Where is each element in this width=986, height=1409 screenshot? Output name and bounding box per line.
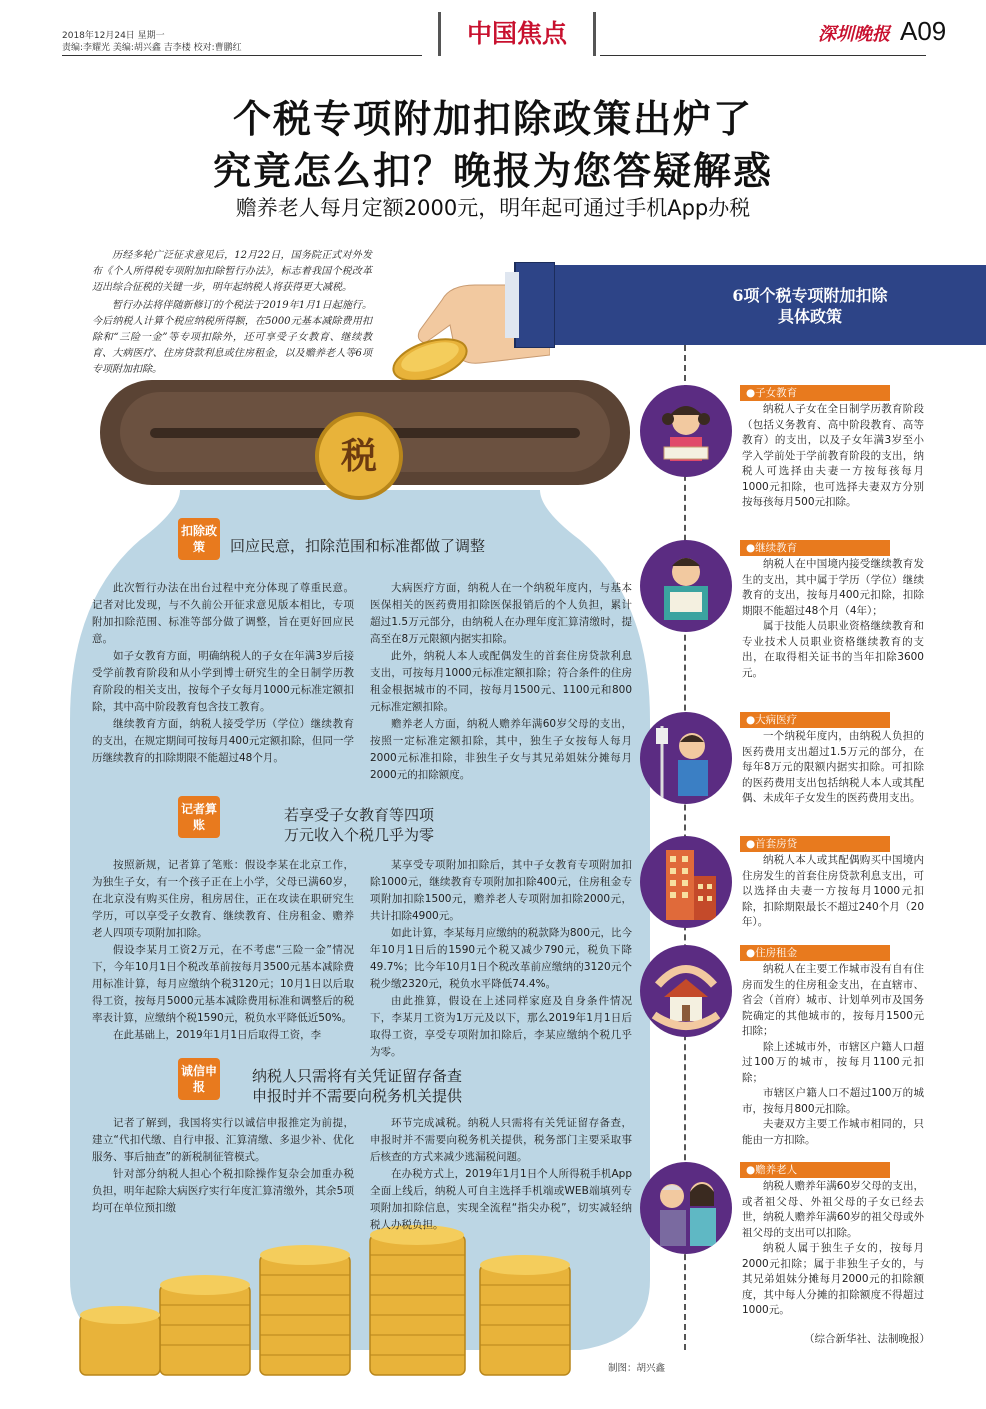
paragraph: 纳税人在中国境内接受继续教育发生的支出，其中属于学历（学位）继续教育的支出，按每月400元扣除，扣除期限不能超过48个月（4年）；: [742, 558, 924, 617]
paragraph: 某享受专项附加扣除后，其中子女教育专项附加扣除1000元，继续教育专项附加扣除400元，住房租金专项附加扣除1500元，赡养老人专项附加扣除2000元，共计扣除4900元。: [370, 859, 632, 922]
paragraph: 记者了解到，我国将实行以诚信申报推定为前提，建立“代扣代缴、自行申报、汇算清缴、多退少补、优化服务、事后抽查”的新税制征管模式。: [92, 1117, 354, 1163]
page-number: A09: [900, 16, 947, 46]
paragraph: 纳税人在主要工作城市没有自有住房而发生的住房租金支出，在直辖市、省会（首府）城市、计划单列市及国务院确定的其他城市的，按每月1500元扣除；: [742, 963, 924, 1037]
paragraph: 纳税人本人或其配偶购买中国境内住房发生的首套住房贷款利息支出，可以选择由夫妻一方按每月1000元扣除，扣除期限最长不超过240个月（20年）。: [742, 854, 924, 928]
policy-label-first-home-mortgage: ●首套房贷: [740, 836, 890, 852]
newspaper-brand: 深圳晚报: [818, 24, 890, 45]
policy-text-serious-illness: [742, 729, 924, 807]
policy-text-continuing-education: [742, 557, 924, 681]
intro-paragraph: 暂行办法将伴随新修订的个税法于2019年1月1日起施行。今后纳税人计算个税应纳税所得额，在5000元基本减除费用扣除和“三险一金”等专项扣除外，还可享受子女教育、继续教育、大病医疗、住房贷款利息或住房租金，以及赡养老人等6项专项附加扣除。: [92, 300, 372, 375]
section3-tag: 诚信申报: [178, 1058, 220, 1100]
paragraph: 环节完成减税。纳税人只需将有关凭证留存备查，申报时并不需要向税务机关提供，税务部门主要采取事后核查的方式来减少逃漏税问题。: [370, 1117, 632, 1163]
paragraph: 夫妻双方主要工作城市相同的，只能由一方扣除。: [742, 1118, 924, 1146]
paragraph: 纳税人属于独生子女的，按每月2000元扣除；属于非独生子女的，与其兄弟姐妹分摊每月2000元的扣除额度，其中每人分摊的扣除额度不得超过1000元。: [742, 1242, 924, 1316]
policy-text-housing-rent: [742, 962, 924, 1148]
section3-heading-line2: 申报时并不需要向税务机关提供: [252, 1087, 463, 1105]
tax-coin: [315, 412, 403, 500]
sleeve-cuff-illustration: [505, 262, 555, 348]
paragraph: 针对部分纳税人担心个税扣除操作复杂会加重办税负担，明年起除大病医疗实行年度汇算清缴外，其余5项均可在单位预扣缴: [92, 1168, 354, 1214]
paragraph: 纳税人子女在全日制学历教育阶段（包括义务教育、高中阶段教育、高等教育）的支出，以及子女年满3岁至小学入学前处于学前教育阶段的支出，纳税人可选择由夫妻一方按每孩每月1000元扣除，也可选择夫妻双方分别按每孩每月500元扣除。: [742, 403, 924, 508]
staff-credits: 责编:李耀光 美编:胡兴鑫 吉李楼 校对:曹鹏红: [62, 43, 242, 53]
section1-heading: 回应民意，扣除范围和标准都做了调整: [230, 537, 486, 555]
paragraph: 在此基础上，2019年1月1日后取得工资，李: [113, 1029, 322, 1041]
intro-paragraph: 历经多轮广泛征求意见后，12月22日，国务院正式对外发布《个人所得税专项附加扣除暂行办法》，标志着我国个税改革迈出综合征税的关键一步，明年起纳税人将获得更大减税。: [92, 250, 372, 293]
policy-label-elderly-support: ●赡养老人: [740, 1162, 890, 1178]
paragraph: 一个纳税年度内，由纳税人负担的医药费用支出超过1.5万元的部分，在每年8万元的限额内据实扣除。可扣除的医药费用支出包括纳税人本人或其配偶、未成年子女发生的医药费用支出。: [742, 730, 924, 804]
paragraph: 此次暂行办法在出台过程中充分体现了尊重民意。记者对比发现，与不久前公开征求意见版本相比，专项附加扣除范围、标准等部分做了调整，旨在更好回应民意。: [92, 582, 354, 645]
header-rule-right: [600, 55, 926, 56]
policy-banner-title: [680, 285, 940, 327]
section3-heading-line1: 纳税人只需将有关凭证留存备查: [252, 1067, 463, 1085]
section2-col2: [370, 857, 632, 1061]
paragraph: 如子女教育方面，明确纳税人的子女在年满3岁后接受学前教育阶段和从小学到博士研究生的全日制学历教育阶段的相关支出，按每个子女每月1000元标准定额扣除，其中高中阶段教育包含技工教育。: [92, 650, 354, 713]
subheadline: 赡养老人每月定额2000元，明年起可通过手机App办税: [235, 196, 751, 220]
paragraph: 赡养老人方面，纳税人赡养年满60岁父母的支出，按照一定标准定额扣除，其中，独生子女按每人每月2000元标准扣除，非独生子女与其兄弟姐妹分摊每月2000元的扣除额度。: [370, 718, 632, 781]
headline-line1: 个税专项附加扣除政策出炉了: [232, 97, 753, 141]
section1-tag: 扣除政策: [178, 518, 220, 560]
intro: [92, 248, 372, 380]
policy-banner-line1: 6项个税专项附加扣除: [732, 286, 888, 305]
policy-label-housing-rent: ●住房租金: [740, 945, 890, 961]
policy-label-continuing-education: ●继续教育: [740, 540, 890, 556]
hands-house-icon: [640, 945, 732, 1037]
student-reading-icon: [640, 540, 732, 632]
paragraph: 由此推算，假设在上述同样家庭及自身条件情况下，李某月工资为1万元及以下，那么2019年1月1日后取得工资，享受专项附加扣除后，李某应缴纳个税几乎为零。: [370, 995, 632, 1058]
paragraph: 此外，纳税人本人或配偶发生的首套住房贷款利息支出，可按每月1000元标准定额扣除；符合条件的住房租金根据城市的不同，按每月1500元、1100元和800元标准定额扣除。: [370, 650, 632, 713]
section-title: 中国焦点: [438, 12, 596, 56]
policy-label-serious-illness: ●大病医疗: [740, 712, 890, 728]
section1-col1: [92, 580, 354, 767]
patient-iv-drip-icon: [640, 712, 732, 804]
paragraph: 在办税方式上，2019年1月1日个人所得税手机App全面上线后，纳税人可自主选择手机端或WEB端填列专项附加扣除信息，实现全流程“指尖办税”，切实减轻纳税人办税负担。: [370, 1168, 632, 1231]
paragraph: 假设李某月工资2万元，在不考虑“三险一金”情况下，今年10月1日个税改革前按每月3500元基本减除费用标准计算，每月应缴纳个税3120元；10月1日以后取得工资，按每月5000元基本减除费用标准和调整后的税率表计算，应缴纳个税1590元，税负水平降低近50%。: [92, 944, 354, 1024]
section2-heading-line2: 万元收入个税几乎为零: [284, 826, 435, 844]
paragraph: 市辖区户籍人口不超过100万的城市，按每月800元扣除。: [742, 1087, 924, 1115]
policy-label-child-education: ●子女教育: [740, 385, 890, 401]
elderly-care-icon: [640, 1162, 732, 1254]
paragraph: 继续教育方面，纳税人接受学历（学位）继续教育的支出，在规定期间可按每月400元定额扣除，但同一学历继续教育的扣除期限不能超过48个月。: [92, 718, 354, 764]
tax-coin-label: 税: [340, 435, 377, 477]
paragraph: 属于技能人员职业资格继续教育和专业技术人员职业资格继续教育的支出，在取得相关证书的当年扣除3600元。: [742, 620, 924, 679]
header-rule-left: [62, 55, 422, 56]
section2-tag: 记者算账: [178, 796, 220, 838]
policy-banner-line2: 具体政策: [777, 307, 842, 326]
paragraph: 纳税人赡养年满60岁父母的支出，或者祖父母、外祖父母的子女已经去世，纳税人赡养年满60岁的祖父母或外祖父母的支出可以扣除。: [742, 1180, 924, 1239]
policy-text-first-home-mortgage: [742, 853, 924, 931]
graphic-credit: 制图：胡兴鑫: [608, 1363, 666, 1374]
policy-text-child-education: [742, 402, 924, 511]
section3-col1: [92, 1115, 354, 1217]
paragraph: 如此计算，李某每月应缴纳的税款降为800元，比今年10月1日后的1590元个税又减少790元，税负下降49.7%；比今年10月1日个税改革前应缴纳的3120元个税少缴2320元，税负水平降低74.4%。: [370, 927, 632, 990]
paragraph: 大病医疗方面，纳税人在一个纳税年度内，与基本医保相关的医药费用扣除医保报销后的个人负担，累计超过1.5万元部分，由纳税人在办理年度汇算清缴时，提高至在8万元限额内据实扣除。: [370, 582, 632, 645]
issue-date: 2018年12月24日 星期一: [62, 31, 165, 41]
headline-line2: 究竟怎么扣？晚报为您答疑解惑: [212, 149, 773, 193]
news-source: （综合新华社、法制晚报）: [804, 1333, 930, 1345]
paragraph: 按照新规，记者算了笔账：假设李某在北京工作，为独生子女，有一个孩子正在上小学，父母已满60岁，在北京没有购买住房，租房居住，正在攻读在职研究生学历，可以享受子女教育、继续教育、住房租金、赡养老人四项专项附加扣除。: [92, 859, 354, 939]
child-reading-icon: [640, 385, 732, 477]
section1-col2: [370, 580, 632, 784]
section2-col1: [92, 857, 354, 1044]
paragraph: 除上述城市外，市辖区户籍人口超过100万的城市，按每月1100元扣除；: [742, 1040, 924, 1084]
section2-heading-line1: 若享受子女教育等四项: [284, 806, 435, 824]
policy-text-elderly-support: [742, 1179, 924, 1319]
buildings-icon: [640, 836, 732, 928]
section3-col2: [370, 1115, 632, 1234]
